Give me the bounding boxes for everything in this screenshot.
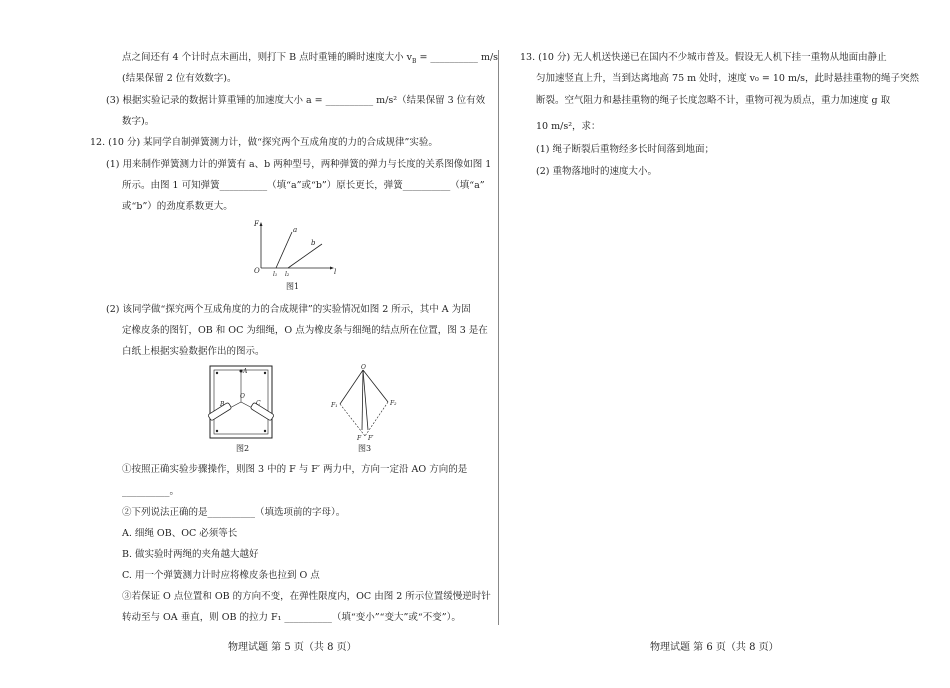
q12-step3-line-1: ③若保证 O 点位置和 OB 的方向不变，在弹性限度内，OC 由图 2 所示位置缓慢逆时针 xyxy=(122,591,491,602)
fig1-label-O: O xyxy=(254,267,260,275)
fig3-F-prime xyxy=(363,370,368,430)
figure-2-caption: 图2 xyxy=(236,444,250,453)
fig3-label-F2: F₂ xyxy=(390,400,397,407)
q11-part3-line-1: (3) 根据实验记录的数据计算重锤的加速度大小 a = __________ m/s²（结果保留 3 位有效 xyxy=(106,95,486,106)
fig3-label-F: F xyxy=(357,435,362,442)
fig2-pin-bl xyxy=(216,430,218,432)
fig1-f-arrow xyxy=(260,222,263,226)
fig2-pin-br xyxy=(264,430,266,432)
fig3-F xyxy=(362,370,363,430)
q12-part2-line-1: (2) 该同学做“探究两个互成角度的力的合成规律”的实验情况如图 2 所示，其中 A 为固 xyxy=(106,304,471,315)
q12-option-B: B. 做实验时两绳的夹角越大越好 xyxy=(122,549,259,560)
figure-2-apparatus xyxy=(198,362,283,440)
fig1-label-b: b xyxy=(311,239,316,247)
q13-line-3: 断裂。空气阻力和悬挂重物的绳子长度忽略不计，重物可视为质点，重力加速度 g 取 xyxy=(536,95,891,106)
q11-line-1: 点之间还有 4 个计时点未画出，则打下 B 点时重锤的瞬时速度大小 $v_B$ = __________ m/s xyxy=(122,52,499,65)
fig3-label-F-prime: F′ xyxy=(368,435,374,442)
figure-3-force-diagram xyxy=(328,364,398,444)
q12-heading: 12. (10 分) 某同学自制弹簧测力计，做“探究两个互成角度的力的合成规律”实验。 xyxy=(90,137,438,148)
fig3-label-O: O xyxy=(361,364,366,371)
q13-line-1: 13. (10 分) 无人机送快递已在国内不少城市普及。假设无人机下挂一重物从地面由静止 xyxy=(520,52,887,63)
q13-line-2: 匀加速竖直上升，当到达离地高 75 m 处时，速度 v₀ = 10 m/s，此时悬挂重物的绳子突然 xyxy=(536,73,920,84)
q13-sub-2: (2) 重物落地时的速度大小。 xyxy=(536,166,657,177)
q11-part3-line-2: 数字)。 xyxy=(122,116,155,127)
fig1-label-l2: l₂ xyxy=(285,271,290,278)
fig2-label-C: C xyxy=(256,400,261,407)
q12-step2-line-1: ②下列说法正确的是__________（填选项前的字母）。 xyxy=(122,507,346,518)
fig3-F1 xyxy=(340,370,363,404)
q12-option-A: A. 细绳 OB、OC 必须等长 xyxy=(122,528,238,539)
figure-1-caption: 图1 xyxy=(286,282,300,291)
fig2-pin-tl xyxy=(216,372,218,374)
fig1-label-F: F xyxy=(254,220,259,228)
page-5-footer: 物理试题 第 5 页（共 8 页） xyxy=(228,642,357,653)
q12-part2-line-3: 白纸上根据实验数据作出的图示。 xyxy=(122,346,265,357)
fig1-line-a xyxy=(276,232,292,268)
fig1-label-a: a xyxy=(293,226,298,234)
fig2-label-O: O xyxy=(240,393,245,400)
q12-part1-line-3: 或“b”）的劲度系数更大。 xyxy=(122,201,233,212)
figure-3-caption: 图3 xyxy=(358,444,372,453)
q12-step1-line-2: __________。 xyxy=(122,486,180,497)
page-6-footer: 物理试题 第 6 页（共 8 页） xyxy=(650,642,779,653)
fig2-pin-tr xyxy=(264,372,266,374)
q12-step1-line-1: ①按照正确实验步骤操作，则图 3 中的 F 与 F′ 两力中，方向一定沿 AO 方向的是 xyxy=(122,464,468,475)
fig3-F2 xyxy=(363,370,388,402)
q13-sub-1: (1) 绳子断裂后重物经多长时间落到地面； xyxy=(536,144,714,155)
fig1-label-l1: l₁ xyxy=(273,271,278,278)
q12-part1-line-1: (1) 用来制作弹簧测力计的弹簧有 a、b 两种型号，两种弹簧的弹力与长度的关系图像如图 1 xyxy=(106,159,492,170)
q12-step3-line-2: 转动至与 OA 垂直，则 OB 的拉力 F₁ __________（填“变小”“变大”或“不变”）。 xyxy=(122,612,461,623)
q12-part1-line-2: 所示。由图 1 可知弹簧__________（填“a”或“b”）原长更长，弹簧__________（填“a” xyxy=(122,180,485,191)
q12-option-C: C. 用一个弹簧测力计时应将橡皮条也拉到 O 点 xyxy=(122,570,320,581)
fig2-label-A: A xyxy=(243,368,248,375)
fig3-dash-right xyxy=(365,402,388,436)
q12-part2-line-2: 定橡皮条的图钉，OB 和 OC 为细绳，O 点为橡皮条与细绳的结点所在位置，图 3 是在 xyxy=(122,325,488,336)
q13-line-4: 10 m/s²，求： xyxy=(536,121,601,132)
column-divider xyxy=(498,50,499,625)
fig1-line-b xyxy=(288,244,322,268)
fig3-dash-left xyxy=(340,404,365,436)
fig3-label-F1: F₁ xyxy=(331,402,338,409)
fig2-label-B: B xyxy=(220,401,225,408)
q11-line-2: (结果保留 2 位有效数字)。 xyxy=(122,73,237,84)
fig1-label-l: l xyxy=(334,268,337,276)
figure-1-graph xyxy=(250,218,340,278)
